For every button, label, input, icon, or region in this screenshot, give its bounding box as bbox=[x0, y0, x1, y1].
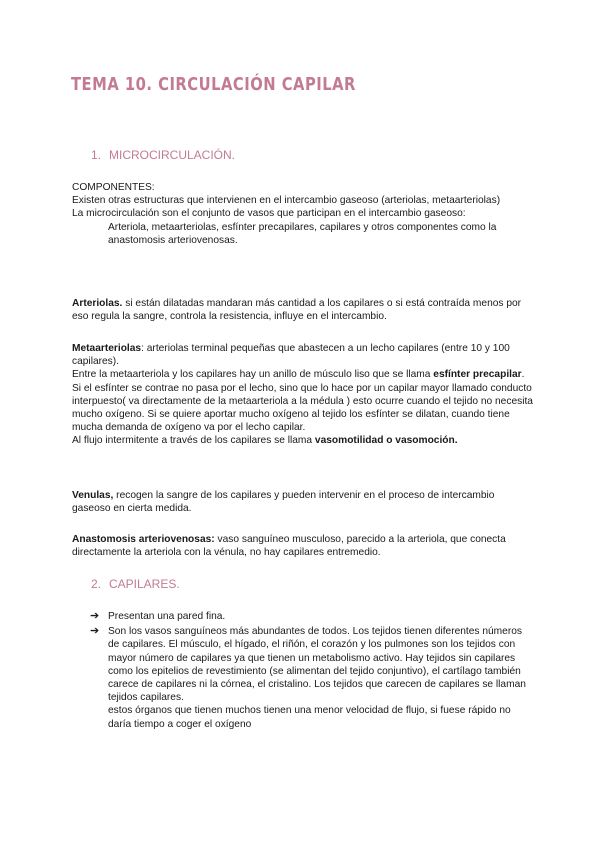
section-heading-text: CAPILARES. bbox=[109, 577, 180, 591]
venulas-paragraph bbox=[72, 489, 534, 515]
anastomosis-text: vaso sanguíneo musculoso, parecido a la arteriola, que conecta directamente la arteriola con la vénula, no hay capilares entremedio. bbox=[72, 534, 506, 559]
section-number: 1. bbox=[91, 148, 102, 162]
list-item bbox=[90, 610, 530, 623]
arteriolas-paragraph bbox=[72, 297, 534, 323]
metaarteriolas-text: . Si el esfínter se contrae no pasa por el lecho, sino que lo hace por un capilar mayor llamado conducto interpuesto( va directamente de la metaarteriola a la médula ) esto ocurre cuando el tejido no necesita mucho oxígeno. Si se quiere aportar mucho oxígeno al tejido los esfínter se dilatan, cuando tiene mucha demanda de oxígeno va por el lecho capilar. bbox=[72, 369, 533, 434]
metaarteriolas-text: : arteriolas terminal pequeñas que abastecen a un lecho capilares (entre 10 y 100 capilares). bbox=[72, 343, 510, 368]
page-title: TEMA 10. CIRCULACIÓN CAPILAR bbox=[71, 74, 356, 95]
componentes-indented: Arteriola, metaarteriolas, esfínter precapilares, capilares y otros componentes como la anastomosis arteriovenosas. bbox=[108, 221, 497, 246]
section-heading-microcirculacion bbox=[91, 148, 235, 162]
section-heading-capilares bbox=[91, 577, 180, 591]
list-item bbox=[90, 625, 530, 731]
arrow-bullet-icon: ➔ bbox=[90, 610, 100, 622]
venulas-text: recogen la sangre de los capilares y pueden intervenir en el proceso de intercambio gaseoso en cierta medida. bbox=[72, 490, 495, 515]
metaarteriolas-text: Entre la metaarteriola y los capilares hay un anillo de músculo liso que se llama bbox=[72, 369, 434, 381]
componentes-line: Existen otras estructuras que intervienen en el intercambio gaseoso (arteriolas, metaarteriolas) bbox=[72, 195, 501, 207]
list-item-text: Presentan una pared fina. bbox=[108, 611, 226, 622]
arteriolas-text: si están dilatadas mandaran más cantidad a los capilares o si está contraída menos por eso regula la sangre, controla la resistencia, influye en el intercambio. bbox=[72, 298, 522, 323]
arteriolas-term: Arteriolas. bbox=[72, 298, 123, 309]
anastomosis-paragraph bbox=[72, 533, 534, 559]
componentes-line: La microcirculación son el conjunto de vasos que participan en el intercambio gaseoso: bbox=[72, 208, 466, 220]
componentes-block bbox=[72, 181, 534, 247]
list-item-text: Son los vasos sanguíneos más abundantes de todos. Los tejidos tienen diferentes números de capilares. El músculo, el hígado, el riñón, el corazón y los pulmones son los tejidos con mayor número de capilares ya que tienen un metabolismo activo. Hay tejidos sin capilares como los epitelios de revestimiento (se alimentan del tejido conjuntivo), el cartílago también carece de capilares ni la córnea, el cristalino. Los tejidos que carecen de capilares se llaman tejidos capilares. estos órganos que tienen muchos tienen una menor velocidad de flujo, si fuese rápido no daría tiempo a coger el oxígeno bbox=[108, 626, 526, 730]
metaarteriolas-paragraph bbox=[72, 342, 534, 448]
metaarteriolas-term: Metaarteriolas bbox=[72, 343, 142, 354]
section-number: 2. bbox=[91, 577, 102, 591]
arrow-bullet-icon: ➔ bbox=[90, 625, 100, 638]
esfinter-term: esfínter precapilar bbox=[433, 369, 522, 381]
section-heading-text: MICROCIRCULACIÓN. bbox=[109, 148, 236, 162]
anastomosis-term: Anastomosis arteriovenosas: bbox=[72, 534, 215, 545]
componentes-label: COMPONENTES: bbox=[72, 182, 155, 193]
metaarteriolas-text: Al flujo intermitente a través de los capilares se llama bbox=[72, 435, 315, 447]
venulas-term: Venulas, bbox=[72, 490, 114, 501]
capilares-bullet-list bbox=[90, 610, 530, 733]
vasomocion-term: vasomotilidad o vasomoción. bbox=[314, 435, 458, 447]
